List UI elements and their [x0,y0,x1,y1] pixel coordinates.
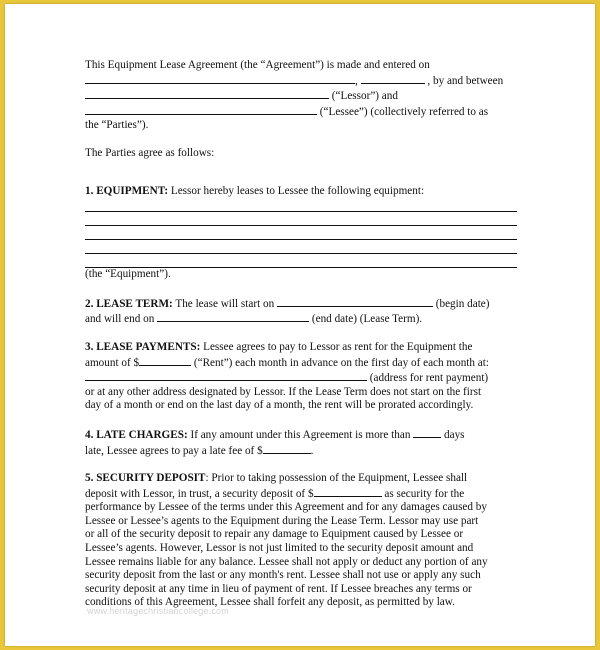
parties-line: the “Parties”). [85,119,149,132]
payments-text: day of a month or end on the last day of a month, the rent will be prorated accordingly. [85,399,474,412]
section-security-deposit: 5. SECURITY DEPOSIT: Prior to taking possession of the Equipment, Lessee shall [85,472,468,485]
agreement-date-blank[interactable] [361,73,425,84]
rent-address-blank[interactable] [85,370,367,381]
late-days-blank[interactable] [413,427,441,438]
party-date-blank[interactable] [85,73,355,84]
rent-address-line: (address for rent payment) [85,370,525,386]
equipment-line[interactable] [85,226,517,240]
late-fee-blank[interactable] [263,443,311,454]
payments-text: or at any other address designated by Lessor. If the Lease Term does not start on the first [85,385,482,398]
deposit-text: performance by Lessee of the terms under this Agreement and for any damages caused by [85,501,487,514]
intro-line: This Equipment Lease Agreement (the “Agreement”) is made and entered on [85,59,430,71]
lessee-name-blank[interactable] [85,104,317,115]
deposit-text: security deposit from the last or any month's rent. Lessee shall not use or apply any such [85,569,481,582]
equipment-line[interactable] [85,254,517,268]
lessor-line: (“Lessor”) and [85,88,525,104]
section-equipment: 1. EQUIPMENT: Lessor hereby leases to Lessee the following equipment: [85,184,425,197]
section-heading: 2. LEASE TERM: [85,297,173,310]
late-fee-line: late, Lessee agrees to pay a late fee of $ . [85,444,314,457]
deposit-amount-line: deposit with Lessor, in trust, a security deposit of $ as security for the [85,487,465,500]
deposit-text: Lessee’s agents. However, Lessor is not just limited to the security deposit amount and [85,542,474,555]
section-heading: 5. SECURITY DEPOSIT [85,472,206,485]
lease-agreement-text [85,59,525,610]
equipment-line[interactable] [85,240,517,254]
equipment-line[interactable] [85,198,517,212]
lessor-name-blank[interactable] [85,88,329,99]
rent-amount-line: amount of $ (“Rent”) each month in advance on the first day of each month at: [85,356,489,369]
equipment-line[interactable] [85,212,517,226]
deposit-text: conditions of this Agreement, Lessee shall forfeit any deposit, as permitted by law. [85,596,455,609]
begin-date-blank[interactable] [277,296,433,307]
date-line: , , by and between [85,73,525,89]
deposit-amount-blank[interactable] [314,486,382,497]
lease-term-end-line: and will end on (end date) (Lease Term). [85,313,423,326]
document-page [5,4,595,646]
section-lease-payments: 3. LEASE PAYMENTS: Lessee agrees to pay to Lessor as rent for the Equipment the [85,340,473,353]
end-date-blank[interactable] [157,311,309,322]
equipment-closing: (the “Equipment”). [85,268,171,281]
agree-line: The Parties agree as follows: [85,146,215,159]
lessee-line: (“Lessee”) (collectively referred to as [85,104,525,120]
deposit-text: or all of the security deposit to repair any damage to Equipment caused by Lessee or [85,528,464,541]
section-heading: 4. LATE CHARGES: [85,428,188,441]
section-late-charges: 4. LATE CHARGES: If any amount under this Agreement is more than days [85,428,465,441]
deposit-text: Lessee or Lessee’s agents to the Equipment during the Lease Term. Lessor may use part [85,514,479,527]
deposit-text: security deposit at any time in lieu of payment of rent. If Lessee breaches any terms or [85,582,472,595]
section-heading: 1. EQUIPMENT: [85,184,169,197]
deposit-text: Lessee remains liable for any balance. Lessee shall not apply or deduct any portion of any [85,555,488,568]
section-lease-term: 2. LEASE TERM: The lease will start on (begin date) [85,297,490,310]
rent-amount-blank[interactable] [139,355,191,366]
section-heading: 3. LEASE PAYMENTS: [85,340,201,353]
watermark-text: www.heritagechristiancollege.com [87,606,229,616]
